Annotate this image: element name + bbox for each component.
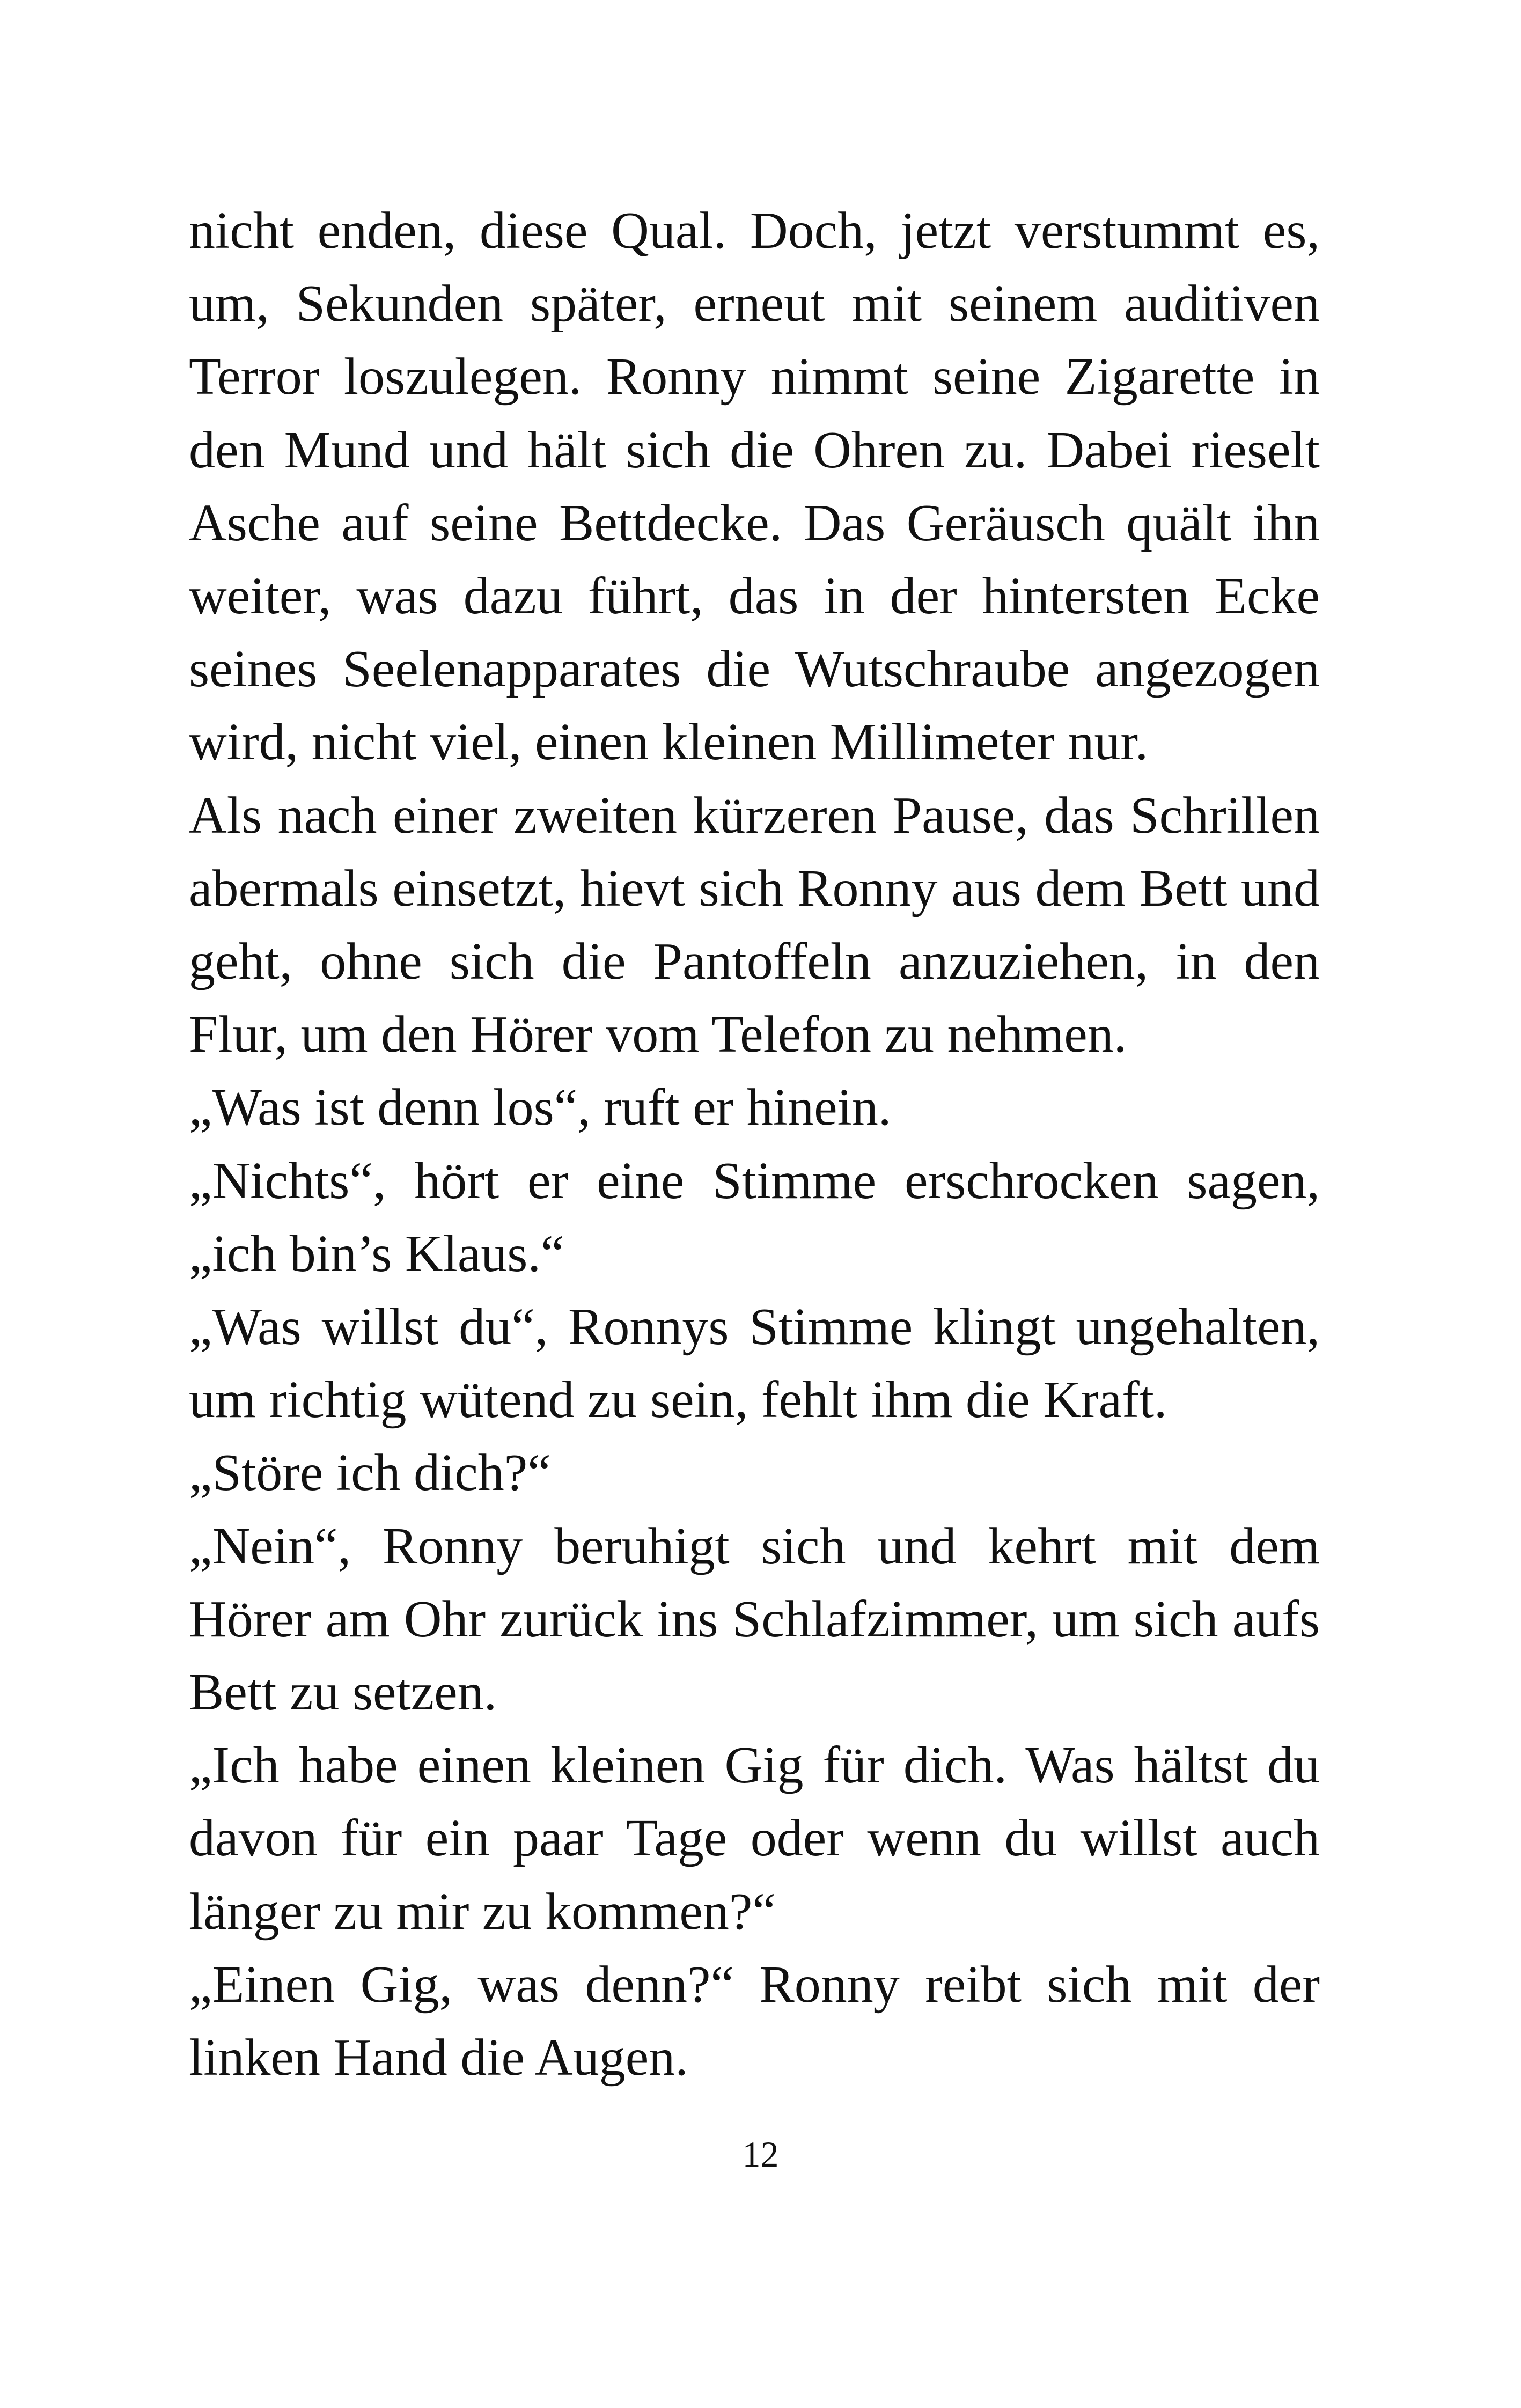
paragraph-9: „Einen Gig, was denn?“ Ronny reibt sich mit der linken Hand die Augen. [189,1955,1320,2087]
page-number: 12 [742,2134,779,2175]
paragraph-4: „Nichts“, hört er eine Stimme erschrocken sagen, „ich bin’s Klaus.“ [189,1151,1320,1283]
paragraph-5: „Was willst du“, Ronnys Stimme klingt ungehalten, um richtig wütend zu sein, fehlt ihm die Kraft. [189,1298,1320,1429]
body-text [189,194,1320,2094]
paragraph-8: „Ich habe einen kleinen Gig für dich. Was hältst du davon für ein paar Tage oder wenn du willst auch länger zu mir zu kommen?“ [189,1736,1320,1941]
paragraph-2: Als nach einer zweiten kürzeren Pause, das Schrillen abermals einsetzt, hievt sich Ronny aus dem Bett und geht, ohne sich die Pantoffeln anzuziehen, in den Flur, um den Hörer vom Telefon zu nehmen. [189,786,1320,1064]
paragraph-1: nicht enden, diese Qual. Doch, jetzt verstummt es, um, Sekunden später, erneut mit seinem auditiven Terror loszulegen. Ronny nimmt seine Zigarette in den Mund und hält sich die Ohren zu. Dabei rieselt Asche auf seine Bettdecke. Das Geräusch quält ihn weiter, was dazu führt, das in der hintersten Ecke seines Seelenapparates die Wutschraube angezogen wird, nicht viel, einen kleinen Millimeter nur. [189,202,1320,772]
paragraph-7: „Nein“, Ronny beruhigt sich und kehrt mit dem Hörer am Ohr zurück ins Schlafzimmer, um sich aufs Bett zu setzen. [189,1517,1320,1722]
paragraph-3: „Was ist denn los“, ruft er hinein. [189,1078,892,1137]
paragraph-6: „Störe ich dich?“ [189,1444,551,1502]
